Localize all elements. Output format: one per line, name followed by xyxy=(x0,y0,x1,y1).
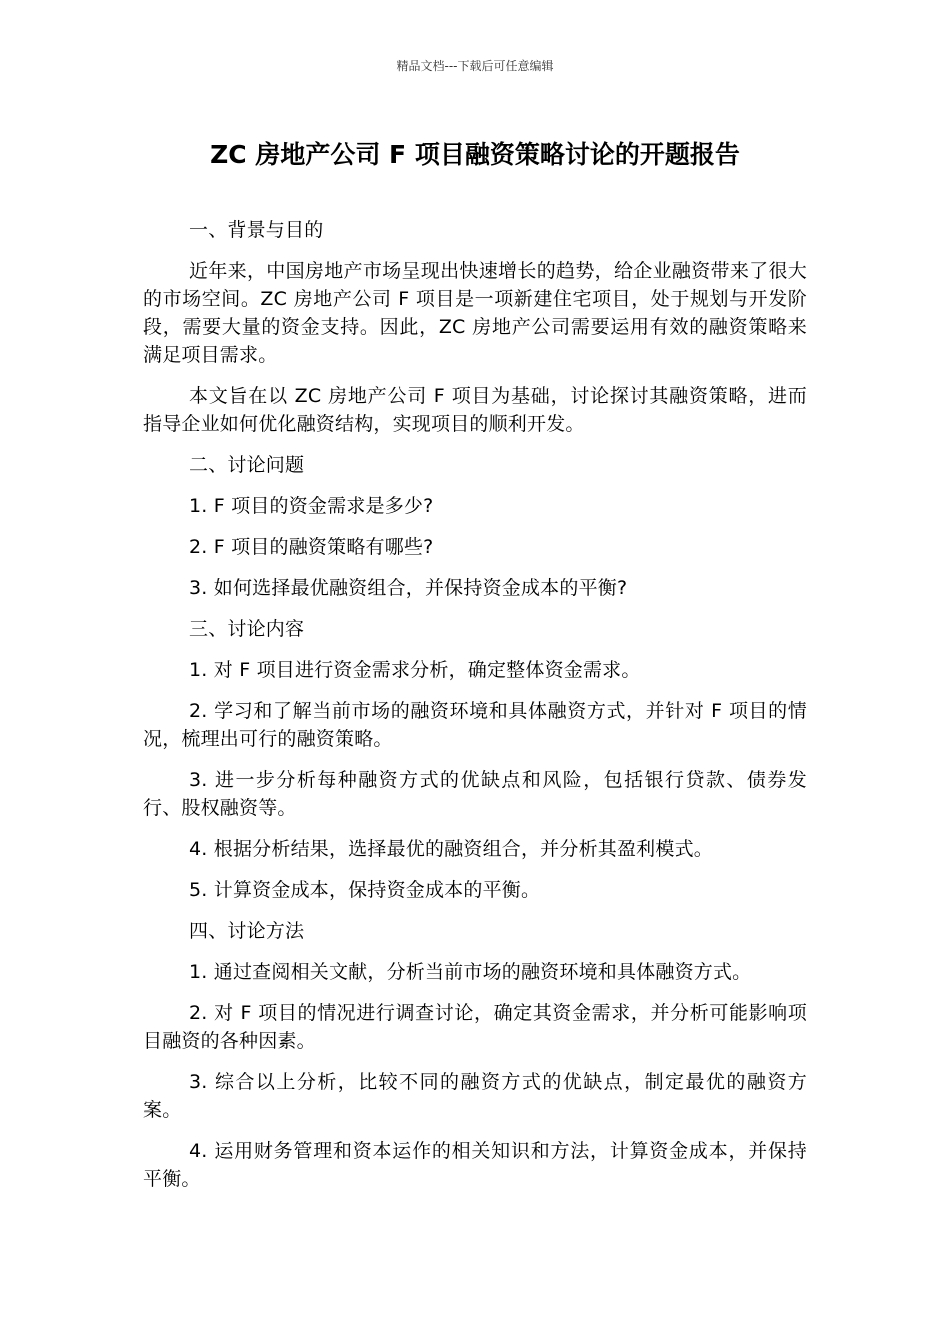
section-heading-background: 一、背景与目的 xyxy=(189,219,324,241)
method-item: 3. 综合以上分析，比较不同的融资方式的优缺点，制定最优的融资方案。 xyxy=(143,1071,807,1121)
content-item: 4. 根据分析结果，选择最优的融资组合，并分析其盈利模式。 xyxy=(189,838,713,860)
section-heading-questions: 二、讨论问题 xyxy=(189,454,305,476)
document-body xyxy=(143,216,807,1206)
method-item: 2. 对 F 项目的情况进行调查讨论，确定其资金需求，并分析可能影响项目融资的各种因素。 xyxy=(143,1002,807,1052)
method-item: 1. 通过查阅相关文献，分析当前市场的融资环境和具体融资方式。 xyxy=(189,961,752,983)
header-note: 精品文档---下载后可任意编辑 xyxy=(396,59,554,73)
method-item: 4. 运用财务管理和资本运作的相关知识和方法，计算资金成本，并保持平衡。 xyxy=(143,1140,807,1190)
content-item: 5. 计算资金成本，保持资金成本的平衡。 xyxy=(189,879,541,901)
section-heading-content: 三、讨论内容 xyxy=(189,618,305,640)
paragraph-background: 近年来，中国房地产市场呈现出快速增长的趋势，给企业融资带来了很大的市场空间。ZC 房地产公司 F 项目是一项新建住宅项目，处于规划与开发阶段，需要大量的资金支持。因此，ZC 房地产公司需要运用有效的融资策略来满足项目需求。 xyxy=(143,260,807,366)
question-item: 1. F 项目的资金需求是多少? xyxy=(189,495,434,517)
section-heading-methods: 四、讨论方法 xyxy=(189,920,305,942)
question-item: 3. 如何选择最优融资组合，并保持资金成本的平衡? xyxy=(189,577,628,599)
content-item: 2. 学习和了解当前市场的融资环境和具体融资方式，并针对 F 项目的情况，梳理出可行的融资策略。 xyxy=(143,700,807,750)
document-title: ZC 房地产公司 F 项目融资策略讨论的开题报告 xyxy=(210,140,740,169)
paragraph-purpose: 本文旨在以 ZC 房地产公司 F 项目为基础，讨论探讨其融资策略，进而指导企业如何优化融资结构，实现项目的顺利开发。 xyxy=(143,385,807,435)
content-item: 3. 进一步分析每种融资方式的优缺点和风险，包括银行贷款、债券发行、股权融资等。 xyxy=(143,769,807,819)
content-item: 1. 对 F 项目进行资金需求分析，确定整体资金需求。 xyxy=(189,659,641,681)
question-item: 2. F 项目的融资策略有哪些? xyxy=(189,536,434,558)
